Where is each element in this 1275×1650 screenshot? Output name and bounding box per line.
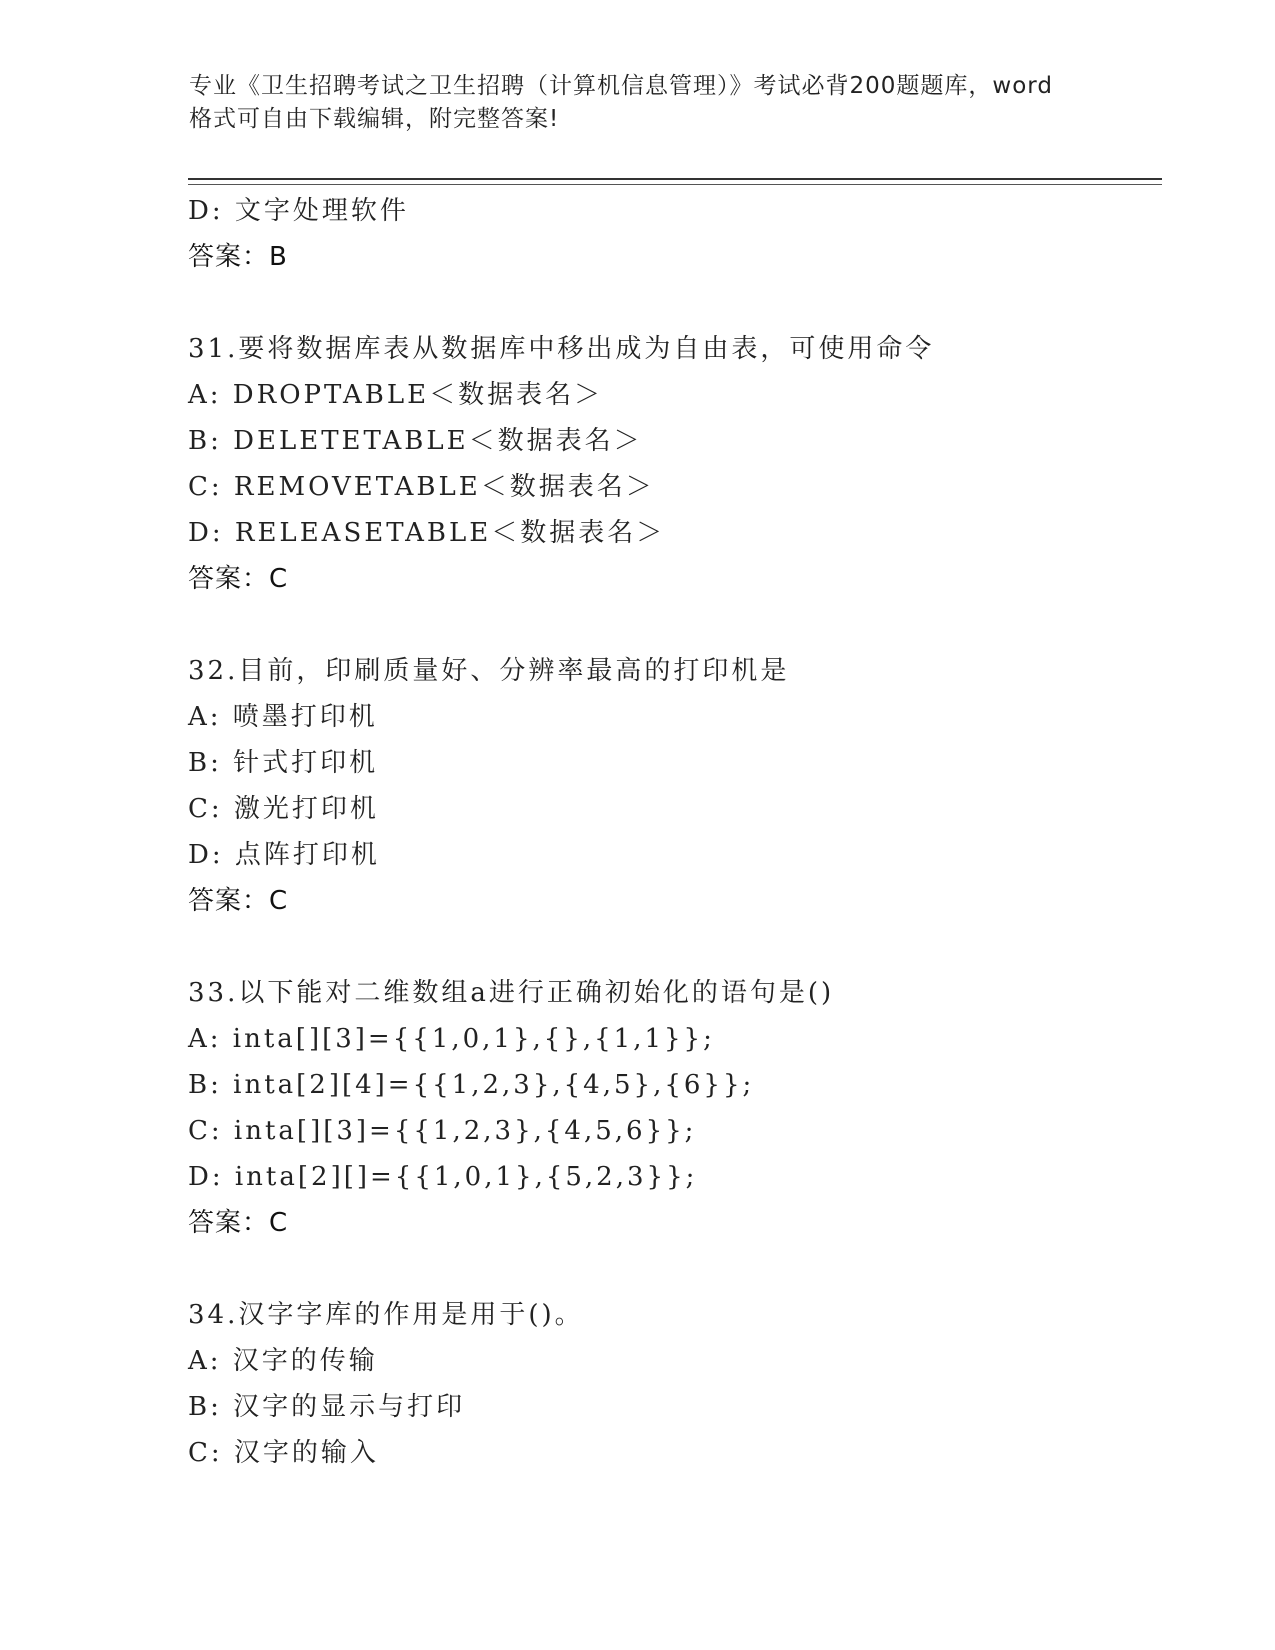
option-a: A: 喷墨打印机	[188, 702, 378, 732]
spacer	[188, 1246, 1162, 1292]
answer-line: 答案：C	[188, 564, 289, 594]
answer-line: 答案：C	[188, 1208, 289, 1238]
option-c: C: 汉字的输入	[188, 1438, 379, 1468]
header-line-1: 专业《卫生招聘考试之卫生招聘（计算机信息管理）》考试必背200题题库，word	[189, 73, 1053, 99]
question-stem: 34.汉字字库的作用是用于()。	[188, 1300, 584, 1330]
option-c: C: REMOVETABLE＜数据表名＞	[188, 472, 655, 502]
option-b: B: DELETETABLE＜数据表名＞	[188, 426, 643, 456]
option-d: D: RELEASETABLE＜数据表名＞	[188, 518, 666, 548]
header-divider-thick	[188, 178, 1162, 180]
option-b: B: inta[2][4]={{1,2,3},{4,5},{6}};	[188, 1070, 755, 1100]
option-d: D: inta[2][]={{1,0,1},{5,2,3}};	[188, 1162, 698, 1192]
option-a: A: 汉字的传输	[188, 1346, 378, 1376]
option-b: B: 针式打印机	[188, 748, 379, 778]
option-d: D: 文字处理软件	[188, 196, 409, 226]
answer-line: 答案：C	[188, 886, 289, 916]
option-b: B: 汉字的显示与打印	[188, 1392, 466, 1422]
option-c: C: 激光打印机	[188, 794, 379, 824]
question-stem: 32.目前，印刷质量好、分辨率最高的打印机是	[188, 656, 790, 686]
question-31	[188, 326, 1162, 602]
question-32	[188, 648, 1162, 924]
header-line-2: 格式可自由下载编辑，附完整答案!	[189, 106, 560, 132]
spacer	[188, 924, 1162, 970]
question-stem: 33.以下能对二维数组a进行正确初始化的语句是()	[188, 978, 835, 1008]
question-30-tail	[188, 188, 1162, 280]
question-34	[188, 1292, 1162, 1476]
question-list	[188, 188, 1162, 1476]
spacer	[188, 280, 1162, 326]
option-a: A: inta[][3]={{1,0,1},{},{1,1}};	[188, 1024, 715, 1054]
spacer	[188, 602, 1162, 648]
option-d: D: 点阵打印机	[188, 840, 380, 870]
question-33	[188, 970, 1162, 1246]
option-c: C: inta[][3]={{1,2,3},{4,5,6}};	[188, 1116, 697, 1146]
option-a: A: DROPTABLE＜数据表名＞	[188, 380, 604, 410]
document-header	[189, 70, 1089, 136]
answer-line: 答案：B	[188, 242, 288, 272]
question-stem: 31.要将数据库表从数据库中移出成为自由表，可使用命令	[188, 334, 935, 364]
header-divider-thin	[188, 184, 1162, 185]
